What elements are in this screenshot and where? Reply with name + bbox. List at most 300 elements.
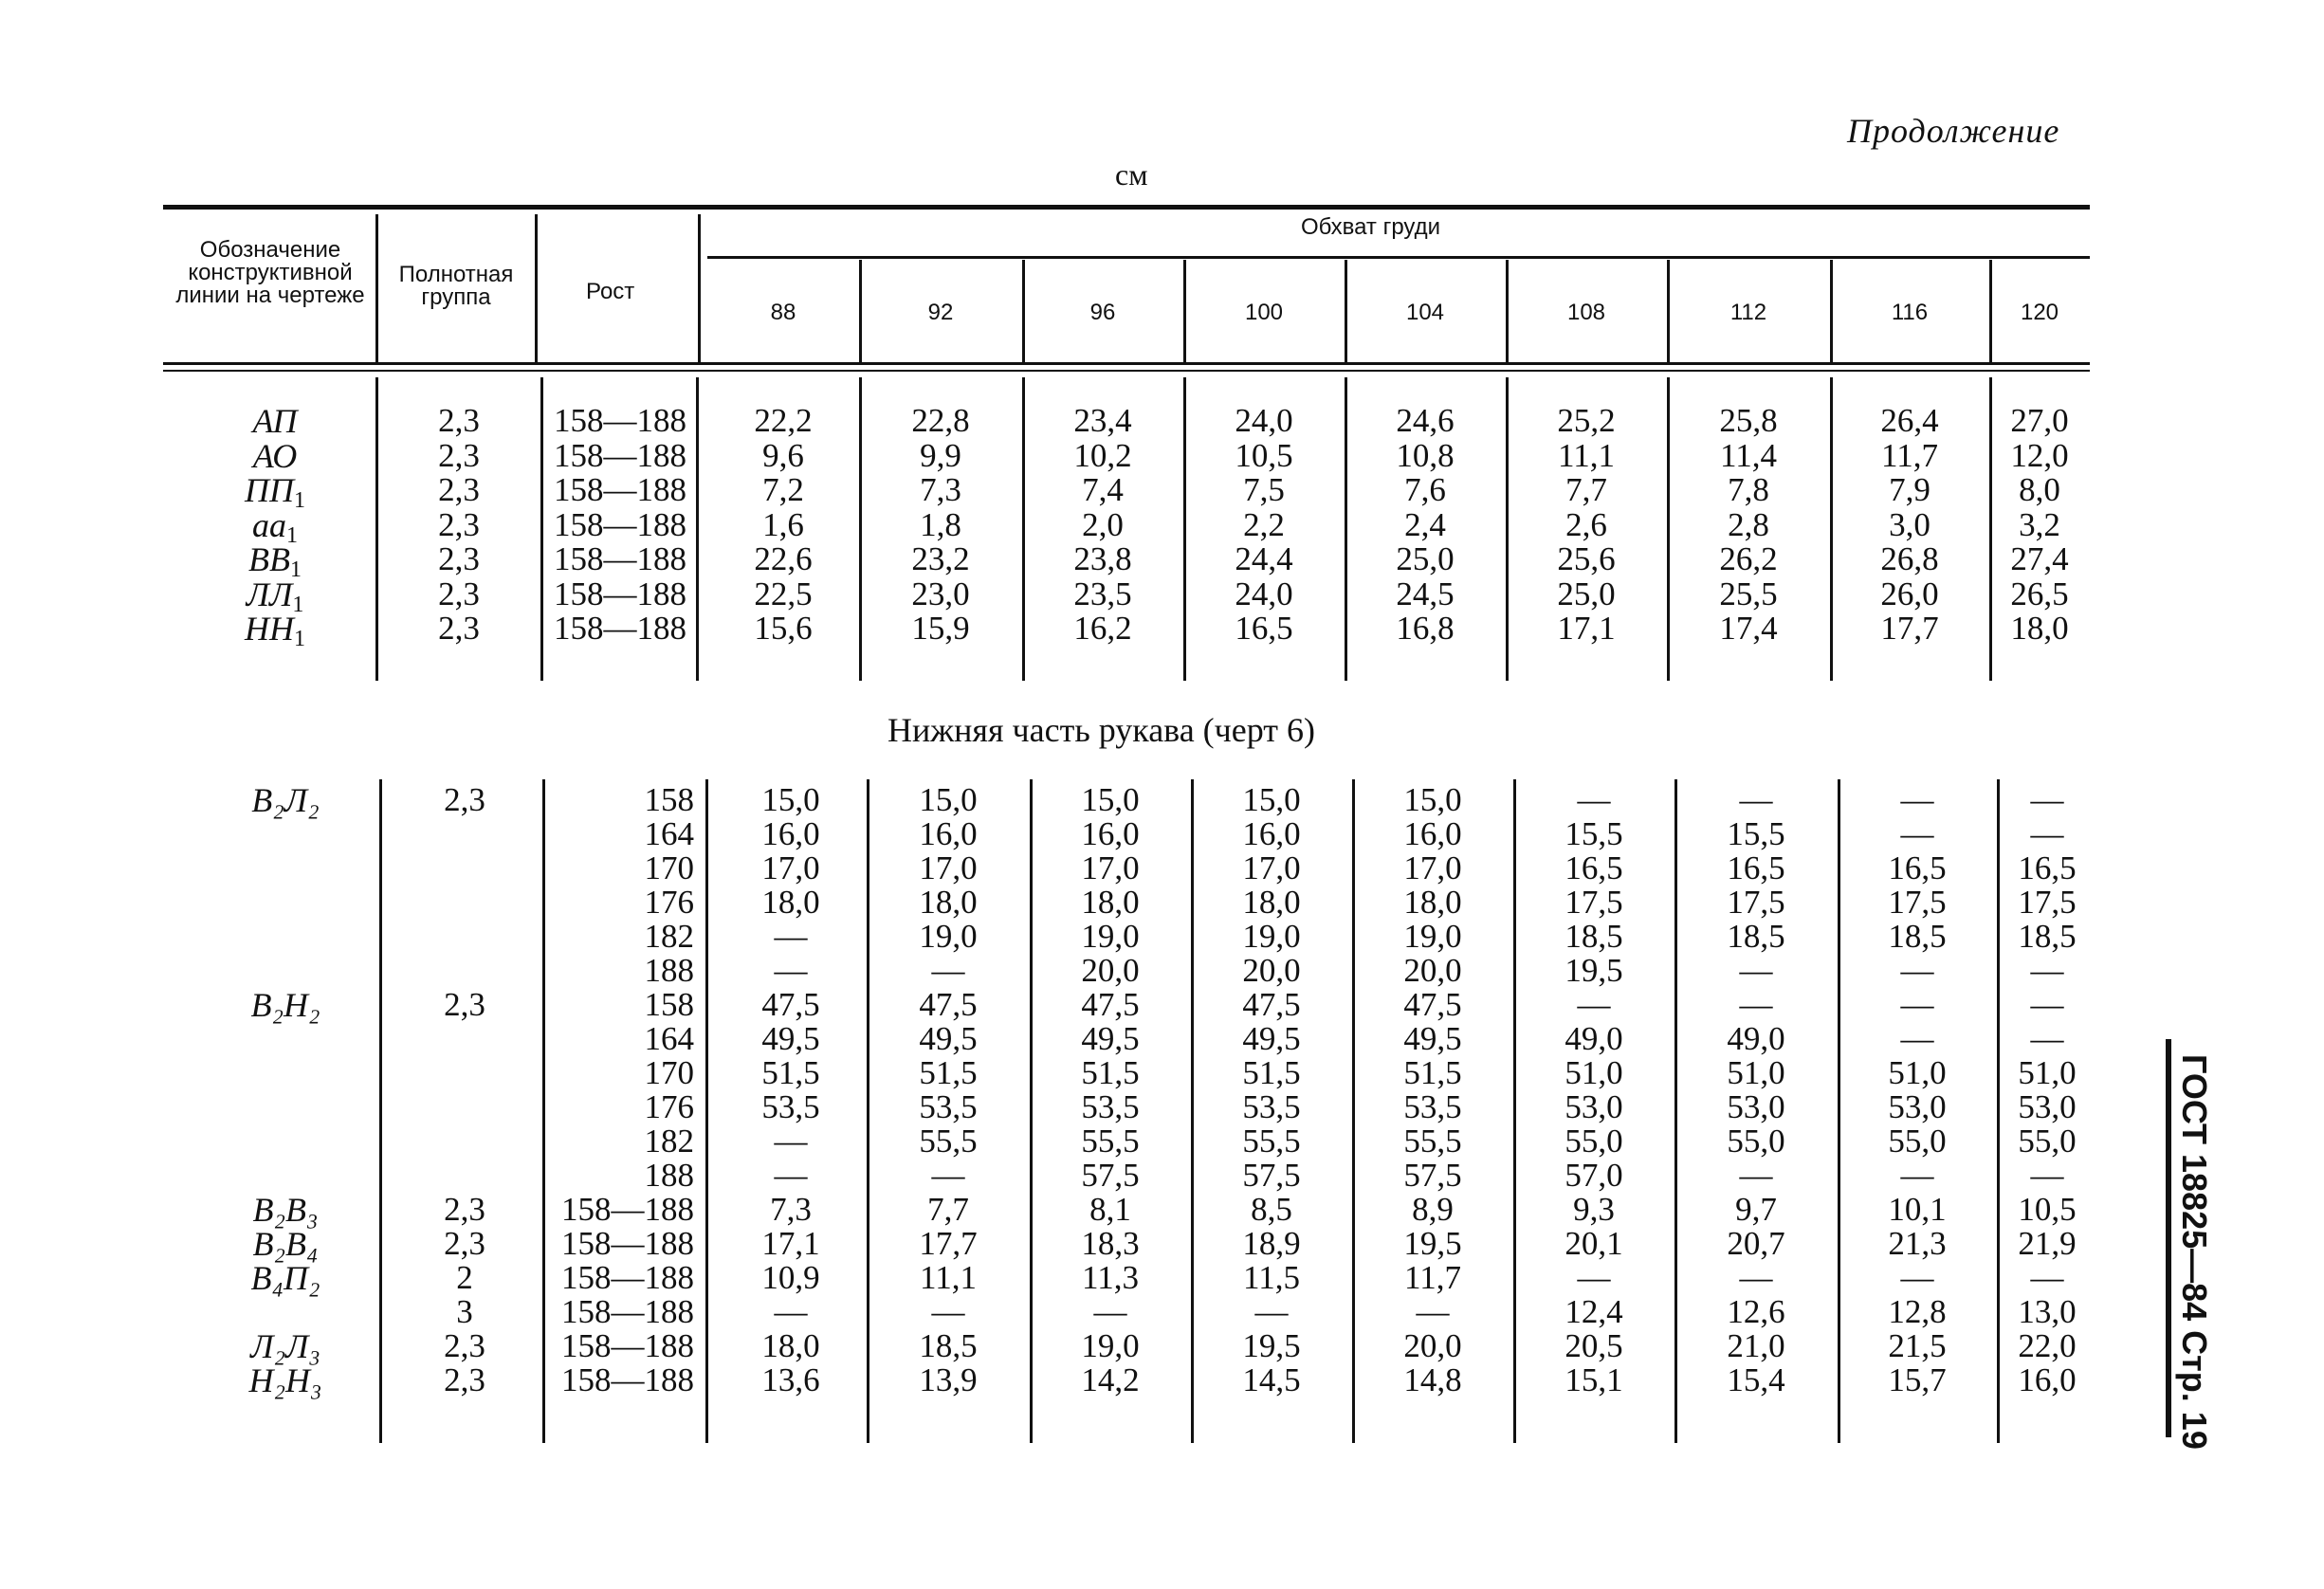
value-cell: 55,0 [2018,1123,2077,1160]
height-value: 158 [644,986,694,1023]
height-value: 176 [644,884,694,921]
value-cell: — [1739,1157,1773,1194]
value-cell: — [774,1157,808,1194]
value-cell: 26,4 [1880,402,1939,439]
line-code: В₂В₄ [252,1225,319,1263]
line-code: АП [252,402,298,440]
fullness-group: 2 [456,1259,473,1296]
value-cell: 10,5 [1235,436,1293,474]
header-divider [1183,260,1186,364]
fullness-group: 2,3 [444,1191,485,1228]
value-cell: 17,0 [919,849,978,886]
value-cell: — [2030,1259,2064,1296]
header-bottom-rule [163,362,2090,365]
subscript: 1 [286,522,298,548]
value-cell: 47,5 [1081,986,1140,1023]
value-cell: 11,1 [1558,436,1615,474]
value-cell: 49,5 [1242,1020,1301,1057]
body-divider [1838,779,1840,1443]
height-value: 182 [644,1123,694,1160]
fullness-group: 2,3 [444,1361,485,1398]
value-cell: 8,1 [1089,1191,1131,1228]
height-value: 158—188 [561,1361,694,1398]
value-cell: 17,0 [1403,849,1462,886]
value-cell: 21,5 [1888,1327,1947,1364]
header-divider [698,214,701,364]
value-cell: 55,0 [1565,1123,1623,1160]
value-cell: — [1093,1293,1127,1330]
value-cell: 25,0 [1396,540,1455,577]
value-cell: 12,4 [1565,1293,1623,1330]
value-cell: 15,6 [754,610,813,647]
value-cell: — [2030,1157,2064,1194]
value-cell: 55,0 [1888,1123,1947,1160]
value-cell: 55,5 [1081,1123,1140,1160]
value-cell: — [1900,815,1934,852]
line-code: В₂В₃ [252,1191,319,1229]
value-cell: 47,5 [1403,986,1462,1023]
value-cell: 10,8 [1396,436,1455,474]
value-cell: 8,0 [2019,471,2060,508]
height-value: 158—188 [561,1259,694,1296]
fullness-group: 2,3 [438,575,480,612]
value-cell: 7,7 [1565,471,1607,508]
fullness-group: 2,3 [438,471,480,508]
fullness-group: 2,3 [438,402,480,439]
value-cell: 16,0 [761,815,820,852]
body-divider [1674,779,1677,1443]
value-cell: 51,5 [1403,1054,1462,1091]
value-cell: 11,7 [1404,1259,1461,1296]
value-cell: 22,5 [754,575,813,612]
value-cell: 16,0 [919,815,978,852]
value-cell: — [1739,952,1773,989]
value-cell: 11,3 [1082,1259,1139,1296]
value-cell: 51,5 [1081,1054,1140,1091]
value-cell: 15,1 [1565,1361,1623,1398]
value-cell: — [1900,1157,1934,1194]
value-cell: 53,5 [1242,1088,1301,1125]
value-cell: 7,3 [770,1191,812,1228]
value-cell: 55,5 [1242,1123,1301,1160]
value-cell: 55,0 [1727,1123,1785,1160]
value-cell: 7,2 [762,471,804,508]
value-cell: 51,5 [919,1054,978,1091]
value-cell: 15,4 [1727,1361,1785,1398]
value-cell: — [1739,986,1773,1023]
value-cell: 11,1 [920,1259,977,1296]
value-cell: 23,0 [911,575,970,612]
value-cell: 57,5 [1403,1157,1462,1194]
value-cell: 53,0 [1565,1088,1623,1125]
value-cell: 19,0 [919,918,978,955]
height-value: 158—188 [561,1293,694,1330]
fullness-group: 2,3 [444,781,485,818]
value-cell: 19,5 [1565,952,1623,989]
value-cell: 14,5 [1242,1361,1301,1398]
line-code: Н₂Н₃ [248,1361,322,1399]
line-code: Л₂Л₃ [250,1327,320,1365]
value-cell: 55,5 [1403,1123,1462,1160]
header-divider [1506,260,1509,364]
value-cell: 11,7 [1881,436,1938,474]
fullness-group: 2,3 [444,1327,485,1364]
value-cell: — [931,952,965,989]
chest-size-header: 112 [1729,300,1767,325]
value-cell: 7,6 [1404,471,1446,508]
value-cell: 47,5 [1242,986,1301,1023]
header-bottom-rule-2 [163,370,2090,372]
value-cell: 18,5 [1727,918,1785,955]
body-divider [1022,377,1025,681]
body-divider [696,377,699,681]
value-cell: 20,5 [1565,1327,1623,1364]
chest-size-header: 100 [1244,300,1284,325]
value-cell: — [774,952,808,989]
value-cell: 18,0 [1403,884,1462,921]
value-cell: 2,4 [1404,505,1446,543]
value-cell: 57,0 [1565,1157,1623,1194]
height-value: 188 [644,1157,694,1194]
height-range: 158—188 [554,610,686,647]
value-cell: 18,5 [2018,918,2077,955]
value-cell: 25,2 [1557,402,1616,439]
value-cell: 26,8 [1880,540,1939,577]
height-value: 188 [644,952,694,989]
value-cell: 51,0 [2018,1054,2077,1091]
body-divider [1667,377,1670,681]
value-cell: 53,5 [919,1088,978,1125]
body-divider [1030,779,1033,1443]
value-cell: 7,8 [1728,471,1769,508]
value-cell: 10,9 [761,1259,820,1296]
chest-size-header: 120 [2020,300,2059,325]
value-cell: 17,0 [1081,849,1140,886]
value-cell: 27,0 [2010,402,2069,439]
value-cell: 9,9 [920,436,961,474]
body-divider [1345,377,1347,681]
value-cell: 51,5 [761,1054,820,1091]
header-code: Обозначение конструктивной линии на чертеже [175,237,365,308]
line-code: $НН_1$ [245,610,305,651]
value-cell: 18,0 [919,884,978,921]
value-cell: 17,0 [1242,849,1301,886]
value-cell: 23,8 [1073,540,1132,577]
value-cell: 57,5 [1081,1157,1140,1194]
value-cell: 23,5 [1073,575,1132,612]
value-cell: 13,6 [761,1361,820,1398]
value-cell: 15,0 [1081,781,1140,818]
value-cell: 15,7 [1888,1361,1947,1398]
chest-size-header: 108 [1566,300,1606,325]
value-cell: 25,0 [1557,575,1616,612]
value-cell: 49,5 [1081,1020,1140,1057]
value-cell: 18,5 [1565,918,1623,955]
value-cell: 16,0 [1403,815,1462,852]
line-code: $ПП_1$ [245,471,305,513]
value-cell: 7,9 [1889,471,1931,508]
header-divider [859,260,862,364]
value-cell: 10,5 [2018,1191,2077,1228]
value-cell: — [2030,1020,2064,1057]
value-cell: 7,3 [920,471,961,508]
value-cell: 23,4 [1073,402,1132,439]
value-cell: 53,5 [1081,1088,1140,1125]
value-cell: 19,0 [1081,918,1140,955]
height-range: 158—188 [554,436,686,474]
value-cell: 16,5 [2018,849,2077,886]
body-divider [867,779,869,1443]
value-cell: — [1577,986,1611,1023]
value-cell: 13,0 [2018,1293,2077,1330]
value-cell: 16,5 [1888,849,1947,886]
value-cell: 22,2 [754,402,813,439]
value-cell: 19,0 [1403,918,1462,955]
value-cell: 9,3 [1573,1191,1615,1228]
value-cell: 55,5 [919,1123,978,1160]
value-cell: 18,5 [919,1327,978,1364]
value-cell: 8,5 [1251,1191,1292,1228]
value-cell: 15,0 [1403,781,1462,818]
value-cell: 18,0 [761,1327,820,1364]
chest-size-header: 92 [927,300,954,325]
continuation-label: Продолжение [1847,112,2060,150]
header-divider [1345,260,1347,364]
value-cell: 26,5 [2010,575,2069,612]
header-height: Рост [586,279,635,304]
line-code: В₂Л₂ [251,781,320,819]
value-cell: 10,2 [1073,436,1132,474]
value-cell: 24,6 [1396,402,1455,439]
value-cell: 17,7 [919,1225,978,1262]
fullness-group: 2,3 [438,505,480,543]
value-cell: — [1577,1259,1611,1296]
value-cell: — [774,1293,808,1330]
value-cell: 25,8 [1719,402,1778,439]
value-cell: 15,5 [1565,815,1623,852]
value-cell: 2,0 [1082,505,1124,543]
value-cell: 20,1 [1565,1225,1623,1262]
value-cell: 2,2 [1243,505,1285,543]
value-cell: — [931,1293,965,1330]
value-cell: 18,0 [1242,884,1301,921]
value-cell: 7,4 [1082,471,1124,508]
value-cell: 9,7 [1735,1191,1777,1228]
fullness-group: 2,3 [444,1225,485,1262]
value-cell: — [2030,781,2064,818]
value-cell: 24,0 [1235,575,1293,612]
value-cell: 14,2 [1081,1361,1140,1398]
body-divider [1506,377,1509,681]
value-cell: 21,3 [1888,1225,1947,1262]
value-cell: 49,5 [1403,1020,1462,1057]
header-divider [1830,260,1833,364]
value-cell: 17,1 [1557,610,1616,647]
value-cell: 22,0 [2018,1327,2077,1364]
value-cell: 22,8 [911,402,970,439]
body-divider [1191,779,1194,1443]
value-cell: 21,9 [2018,1225,2077,1262]
value-cell: 13,9 [919,1361,978,1398]
value-cell: 51,0 [1565,1054,1623,1091]
value-cell: — [2030,952,2064,989]
value-cell: 51,0 [1888,1054,1947,1091]
value-cell: 17,5 [1888,884,1947,921]
value-cell: 12,8 [1888,1293,1947,1330]
value-cell: 21,0 [1727,1327,1785,1364]
value-cell: 18,3 [1081,1225,1140,1262]
value-cell: 18,0 [2010,610,2069,647]
height-value: 158—188 [561,1327,694,1364]
value-cell: 53,0 [1727,1088,1785,1125]
body-divider [859,377,862,681]
value-cell: 19,0 [1242,918,1301,955]
unit-label: см [1115,157,1148,192]
value-cell: — [1577,781,1611,818]
subscript: 1 [294,488,305,513]
value-cell: 53,0 [2018,1088,2077,1125]
top-rule [163,205,2090,210]
value-cell: 47,5 [919,986,978,1023]
header-divider [375,214,378,364]
value-cell: 49,0 [1727,1020,1785,1057]
section-title: Нижняя часть рукава (черт 6) [888,711,1316,749]
value-cell: — [1900,781,1934,818]
header-divider [1022,260,1025,364]
value-cell: 53,5 [761,1088,820,1125]
value-cell: — [1900,986,1934,1023]
value-cell: 18,0 [1081,884,1140,921]
line-code: В₄П₂ [250,1259,320,1297]
fullness-group: 2,3 [438,540,480,577]
header-divider [535,214,538,364]
header-chest: Обхват груди [1301,214,1441,240]
value-cell: 1,6 [762,505,804,543]
header-group: Полнотная группа [398,262,514,310]
value-cell: 51,0 [1727,1054,1785,1091]
value-cell: — [2030,986,2064,1023]
value-cell: 16,5 [1727,849,1785,886]
height-value: 182 [644,918,694,955]
value-cell: 18,0 [761,884,820,921]
value-cell: 19,5 [1403,1225,1462,1262]
value-cell: 9,6 [762,436,804,474]
value-cell: 16,5 [1235,610,1293,647]
value-cell: 22,6 [754,540,813,577]
body-divider [705,779,708,1443]
value-cell: 1,8 [920,505,961,543]
chest-subrule [707,256,2090,259]
body-divider [1513,779,1516,1443]
value-cell: 17,5 [2018,884,2077,921]
value-cell: — [1416,1293,1450,1330]
line-code: $ЛЛ_1$ [246,575,304,617]
value-cell: 53,0 [1888,1088,1947,1125]
value-cell: 16,8 [1396,610,1455,647]
value-cell: 24,0 [1235,402,1293,439]
height-value: 176 [644,1088,694,1125]
fullness-group: 2,3 [444,986,485,1023]
chest-size-header: 116 [1891,300,1929,325]
line-code: $ВВ_1$ [248,540,302,582]
value-cell: 49,0 [1565,1020,1623,1057]
height-range: 158—188 [554,471,686,508]
value-cell: — [1739,1259,1773,1296]
line-code: $аа_1$ [252,505,298,548]
value-cell: 15,0 [1242,781,1301,818]
height-value: 158 [644,781,694,818]
chest-size-header: 104 [1405,300,1445,325]
side-label-bar [2166,1039,2171,1437]
value-cell: 11,4 [1720,436,1777,474]
value-cell: 49,5 [919,1020,978,1057]
value-cell: 17,7 [1880,610,1939,647]
height-range: 158—188 [554,402,686,439]
body-divider [1830,377,1833,681]
height-range: 158—188 [554,540,686,577]
value-cell: 24,5 [1396,575,1455,612]
value-cell: 16,2 [1073,610,1132,647]
value-cell: 2,8 [1728,505,1769,543]
value-cell: 16,0 [2018,1361,2077,1398]
body-divider [542,779,545,1443]
value-cell: 49,5 [761,1020,820,1057]
value-cell: 57,5 [1242,1157,1301,1194]
value-cell: 51,5 [1242,1054,1301,1091]
value-cell: 16,5 [1565,849,1623,886]
value-cell: 20,0 [1242,952,1301,989]
value-cell: 14,8 [1403,1361,1462,1398]
value-cell: — [1900,952,1934,989]
value-cell: — [774,1123,808,1160]
value-cell: 18,5 [1888,918,1947,955]
value-cell: 26,2 [1719,540,1778,577]
value-cell: 26,0 [1880,575,1939,612]
value-cell: 15,5 [1727,815,1785,852]
value-cell: 3,0 [1889,505,1931,543]
line-code: В₂Н₂ [250,986,320,1024]
value-cell: — [1900,1259,1934,1296]
value-cell: 17,1 [761,1225,820,1262]
height-value: 164 [644,1020,694,1057]
height-value: 164 [644,815,694,852]
value-cell: 19,0 [1081,1327,1140,1364]
value-cell: 24,4 [1235,540,1293,577]
chest-size-header: 88 [770,300,796,325]
value-cell: — [774,918,808,955]
side-label: ГОСТ 18825—84 Стр. 19 [2175,1054,2214,1450]
height-value: 158—188 [561,1191,694,1228]
value-cell: 12,0 [2010,436,2069,474]
subscript: 1 [294,627,305,651]
subscript: 1 [289,557,302,582]
height-value: 170 [644,849,694,886]
line-code: АО [252,436,298,475]
subscript: 1 [292,592,304,617]
value-cell: — [1254,1293,1289,1330]
value-cell: 16,0 [1242,815,1301,852]
value-cell: 53,5 [1403,1088,1462,1125]
value-cell: 10,1 [1888,1191,1947,1228]
height-range: 158—188 [554,505,686,543]
value-cell: 20,0 [1403,952,1462,989]
value-cell: 25,6 [1557,540,1616,577]
body-divider [1183,377,1186,681]
fullness-group: 2,3 [438,610,480,647]
value-cell: — [1900,1020,1934,1057]
value-cell: 20,7 [1727,1225,1785,1262]
value-cell: 7,7 [927,1191,969,1228]
